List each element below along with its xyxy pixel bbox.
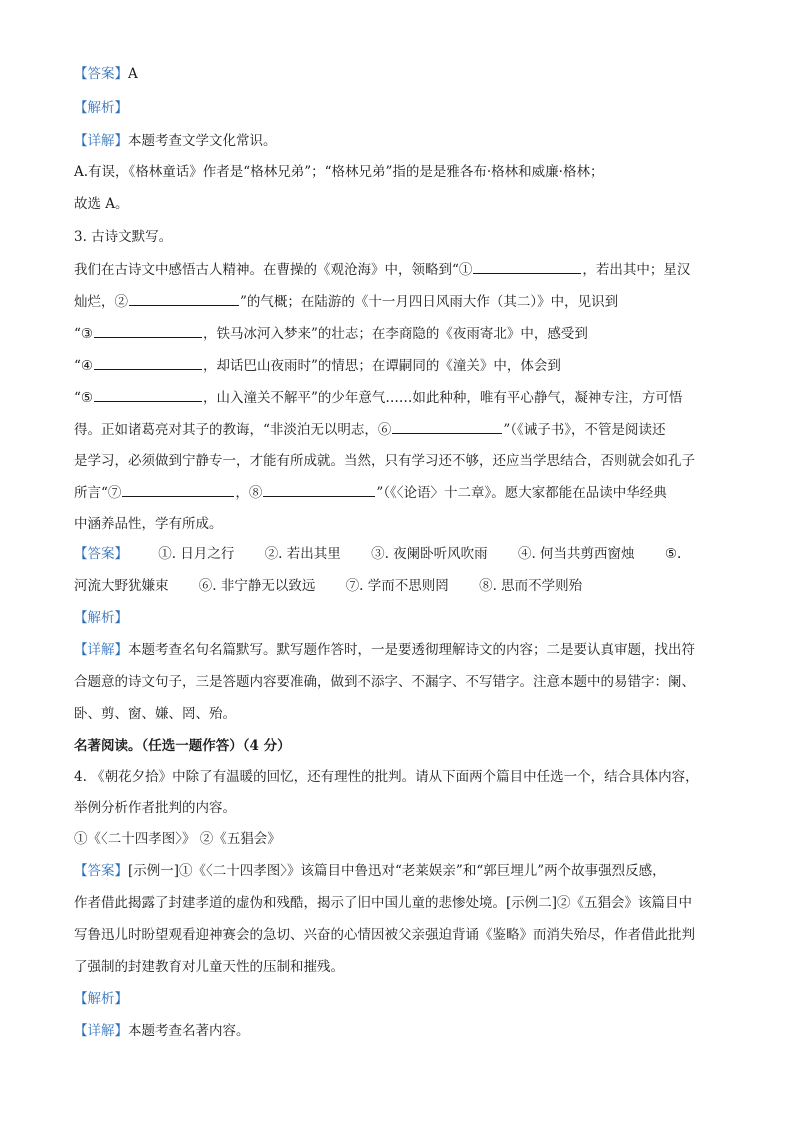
q3-answer-line-2 [74, 576, 582, 596]
q3-answer-5: 河流大野犹嫌束 [74, 578, 169, 594]
q3-text-4: “④ ，却话巴山夜雨时”的情思；在谭嗣同的《潼关》中，体会到 [74, 355, 561, 376]
blank-6[interactable] [392, 419, 502, 434]
q3-answer-1: ①. 日月之行 [158, 546, 235, 562]
q3-answer-4: ④. 何当共剪西窗烛 [517, 546, 635, 562]
q3-detail-1: 【详解】本题考查名句名篇默写。默写题作答时，一是要透彻理解诗文的内容；二是要认真审题，找出符 [74, 642, 695, 658]
blank-5[interactable] [94, 387, 202, 402]
q3-answer-6: ⑥. 非宁静无以致远 [198, 578, 316, 594]
q3-detail-3: 卧、剪、窗、嫌、罔、殆。 [74, 706, 236, 722]
q3-answer-5-number: ⑤. [664, 546, 682, 562]
blank-4[interactable] [94, 355, 202, 370]
section-heading: 名著阅读。（任选一题作答）（4 分） [74, 738, 291, 754]
q3-answer-3: ③. 夜阑卧听风吹雨 [371, 546, 488, 562]
q3-answer-8: ⑧. 思而不学则殆 [479, 578, 583, 594]
q3-text-2: 灿烂，② ”的气概；在陆游的《十一月四日风雨大作（其二）》中，见识到 [74, 291, 618, 312]
q3-analysis-label: 【解析】 [74, 610, 128, 626]
q3-text-8: 所言“⑦ ，⑧ ”（《〈论语〉十二章》。愿大家都能在品读中华经典 [74, 482, 667, 503]
q4-text-2: 举例分析作者批判的内容。 [74, 800, 236, 816]
q3-answer-line-1: 【答案】 ①. 日月之行 ②. 若出其里 ③. 夜阑卧听风吹雨 ④. 何当共剪西窗烛 ⑤. [74, 546, 682, 562]
q2-answer: A [128, 66, 138, 82]
blank-2[interactable] [129, 291, 239, 306]
q4-text-1: 4. 《朝花夕拾》中除了有温暖的回忆，还有理性的批判。请从下面两个篇目中任选一个，结合具体内容， [74, 769, 699, 785]
q3-text-9: 中涵养品性，学有所成。 [74, 516, 223, 532]
q2-explanation-2: 故选 A。 [74, 196, 129, 212]
blank-1[interactable] [473, 259, 581, 274]
blank-8[interactable] [263, 482, 375, 497]
q3-text-3: “③ ，铁马冰河入梦来”的壮志；在李商隐的《夜雨寄北》中，感受到 [74, 323, 588, 344]
q4-options: ①《〈二十四孝图〉》 ②《五猖会》 [74, 831, 281, 847]
q4-answer-2: 作者借此揭露了封建孝道的虚伪和残酷，揭示了旧中国儿童的悲惨处境。[示例二]②《五猖会》该篇目中 [74, 895, 693, 911]
q4-analysis-label: 【解析】 [74, 991, 128, 1007]
q3-text-1: 我们在古诗文中感悟古人精神。在曹操的《观沧海》中，领略到“① ，若出其中；星汉 [74, 259, 690, 280]
q3-answer-2: ②. 若出其里 [264, 546, 341, 562]
q4-answer-3: 写鲁迅儿时盼望观看迎神赛会的急切、兴奋的心情因被父亲强迫背诵《鉴略》而消失殆尽，作者借此批判 [74, 927, 695, 943]
q2-answer-line [74, 64, 138, 84]
q3-detail-2: 合题意的诗文句子，三是答题内容要准确，做到不添字、不漏字、不写错字。注意本题中的易错字：阑、 [74, 674, 695, 690]
q2-explanation-1: A.有误，《格林童话》作者是“格林兄弟”；“格林兄弟”指的是是雅各布·格林和威廉·格林； [74, 164, 604, 180]
q3-text-6: 得。正如诸葛亮对其子的教诲，“非淡泊无以明志，⑥ ”（《诫子书》，不管是阅读还 [74, 419, 666, 440]
q3-title: 3. 古诗文默写。 [74, 229, 173, 245]
q4-answer-1: 【答案】[示例一]①《〈二十四孝图〉》该篇目中鲁迅对“老莱娱亲”和“郭巨埋儿”两个故事强烈反感， [74, 863, 666, 879]
q4-answer-4: 了强制的封建教育对儿童天性的压制和摧残。 [74, 959, 344, 975]
answer-label: 【答案】 [74, 66, 128, 82]
blank-7[interactable] [122, 482, 234, 497]
q4-detail: 【详解】本题考查名著内容。 [74, 1023, 250, 1039]
q3-text-7: 是学习，必须做到宁静专一，才能有所成就。当然，只有学习还不够，还应当学思结合，否则就会如孔子 [74, 453, 695, 469]
q3-answer-7: ⑦. 学而不思则罔 [345, 578, 449, 594]
blank-3[interactable] [94, 323, 202, 338]
q3-text-5: “⑤ ，山入潼关不解平”的少年意气……如此种种，唯有平心静气，凝神专注，方可悟 [74, 387, 682, 408]
q2-analysis-label: 【解析】 [74, 100, 128, 116]
q2-detail-line: 【详解】本题考查文学文化常识。 [74, 133, 277, 149]
